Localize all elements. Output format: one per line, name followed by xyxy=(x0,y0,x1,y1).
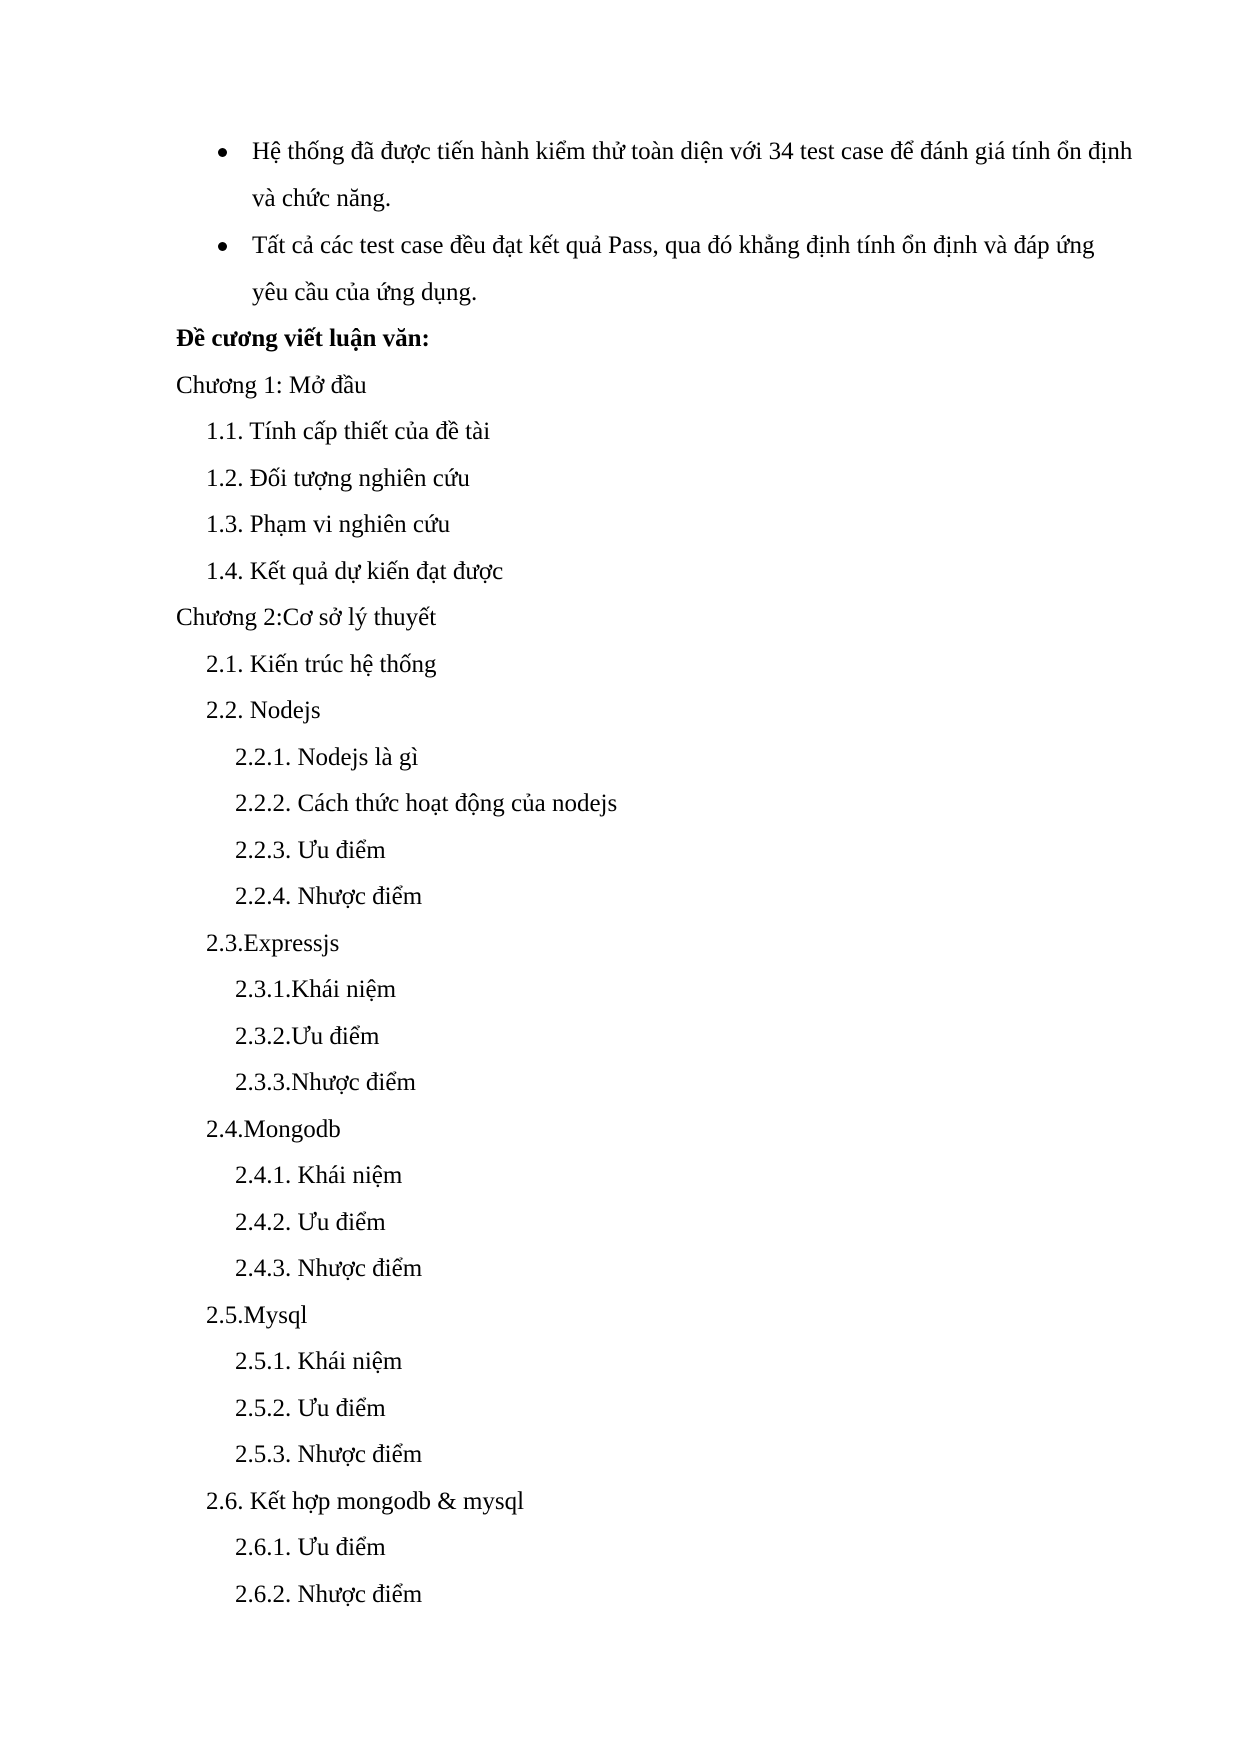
outline-subsection: 2.4.1. Khái niệm xyxy=(235,1162,403,1189)
outline-chapter: Chương 1: Mở đầu xyxy=(176,371,367,399)
outline-section: 1.4. Kết quả dự kiến đạt được xyxy=(206,557,504,585)
outline-subsection: 2.2.4. Nhược điểm xyxy=(235,883,423,910)
bullet-text: Tất cả các test case đều đạt kết quả Pass, qua đó khẳng định tính ổn định và đáp ứng yêu cầu của ứng dụng. xyxy=(252,232,1095,306)
outline-subsection: 2.3.2.Ưu điểm xyxy=(235,1022,380,1050)
outline-line-list xyxy=(176,363,1136,1619)
outline-section: 2.4.Mongodb xyxy=(206,1115,341,1143)
outline-section: 2.1. Kiến trúc hệ thống xyxy=(206,650,437,678)
outline-subsection: 2.2.2. Cách thức hoạt động của nodejs xyxy=(235,790,618,817)
outline-subsection: 2.2.1. Nodejs là gì xyxy=(235,743,419,771)
outline-subsection: 2.3.3.Nhược điểm xyxy=(235,1069,416,1096)
bullet-dot-icon xyxy=(218,148,227,157)
outline-subsection: 2.5.2. Ưu điểm xyxy=(235,1394,386,1422)
outline-subsection: 2.2.3. Ưu điểm xyxy=(235,836,386,864)
outline-subsection: 2.4.3. Nhược điểm xyxy=(235,1255,423,1282)
outline-section: 2.2. Nodejs xyxy=(206,697,321,724)
summary-bullet-list xyxy=(176,128,1136,316)
outline-section: 2.6. Kết hợp mongodb & mysql xyxy=(206,1487,525,1515)
bullet-item xyxy=(176,128,1136,222)
outline-section: 1.1. Tính cấp thiết của đề tài xyxy=(206,418,491,445)
bullet-item xyxy=(176,222,1136,316)
outline-subsection: 2.4.2. Ưu điểm xyxy=(235,1208,386,1236)
bullet-text: Hệ thống đã được tiến hành kiểm thử toàn diện với 34 test case để đánh giá tính ổn định và chức năng. xyxy=(252,138,1133,212)
outline-heading: Đề cương viết luận văn: xyxy=(176,325,430,352)
thesis-outline xyxy=(176,316,1136,1618)
outline-section: 1.3. Phạm vi nghiên cứu xyxy=(206,511,451,538)
outline-subsection: 2.3.1.Khái niệm xyxy=(235,976,397,1003)
outline-subsection: 2.5.1. Khái niệm xyxy=(235,1348,403,1375)
outline-section: 2.5.Mysql xyxy=(206,1301,308,1329)
bullet-dot-icon xyxy=(218,242,227,251)
outline-subsection: 2.6.1. Ưu điểm xyxy=(235,1534,386,1561)
outline-section: 1.2. Đối tượng nghiên cứu xyxy=(206,464,470,492)
outline-subsection: 2.6.2. Nhược điểm xyxy=(235,1580,423,1608)
outline-chapter: Chương 2:Cơ sở lý thuyết xyxy=(176,604,437,631)
outline-section: 2.3.Expressjs xyxy=(206,929,340,957)
outline-subsection: 2.5.3. Nhược điểm xyxy=(235,1441,423,1468)
